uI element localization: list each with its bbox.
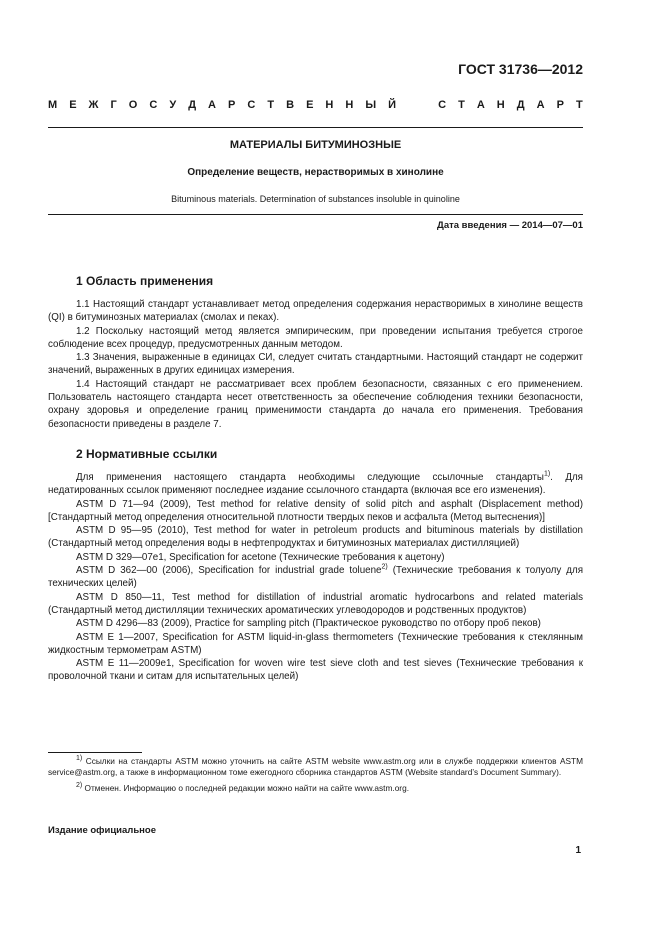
letter: Т (267, 99, 275, 111)
section-heading-normative-references: 2 Нормативные ссылки (76, 447, 218, 461)
letter: А (536, 99, 545, 111)
letter: Ы (365, 99, 377, 111)
english-title: Bituminous materials. Determination of substances insoluble in quinoline (171, 194, 460, 204)
footnote-1 (48, 756, 583, 779)
letter: В (286, 99, 295, 111)
letter: А (208, 99, 216, 111)
ref-text-cont: (Технические требования к толуолу для технических целей) (48, 565, 584, 590)
document-title: МАТЕРИАЛЫ БИТУМИНОЗНЫЕ (229, 139, 402, 151)
reference-item: ASTM D 95—95 (2010), Test method for water in petroleum products and bituminous materials by distillation (Стандартный метод определения воды в нефтепродуктах и битуминозных материалах дистилляцией) (48, 525, 583, 550)
letter: Н (496, 99, 505, 111)
intro-text-cont: . Для недатированных ссылок применяют последнее издание ссылочного стандарта (включая все его изменения). (48, 472, 583, 497)
title-divider (48, 214, 583, 215)
footnote-2 (48, 783, 583, 794)
footnote-marker: 2) (381, 563, 388, 571)
reference-item: ASTM D 4296—83 (2009), Practice for sampling pitch (Практическое руководство по отбору проб пеков) (76, 618, 541, 630)
reference-item: ASTM E 11—2009e1, Specification for woven wire test sieve cloth and test sieves (Технические требования к проволочной ткани и ситам для испытательных целей) (48, 658, 583, 683)
letter: Р (228, 99, 236, 111)
letter: Т (458, 99, 465, 111)
footnote-marker: 2) (76, 781, 83, 789)
header-divider (48, 127, 583, 128)
letter: Е (69, 99, 77, 111)
official-edition-label: Издание официальное (48, 825, 156, 836)
reference-item: ASTM D 71—94 (2009), Test method for relative density of solid pitch and asphalt (Displacement method) [Стандартный метод определения относительной плотности твердых пеков и асфальта (Метод вытеснения)] (48, 498, 583, 523)
reference-item: ASTM E 1—2007, Specification for ASTM liquid-in-glass thermometers (Технические требования к стеклянным жидкостным термометрам ASTM) (48, 631, 583, 656)
section-references-body (48, 471, 583, 684)
letter: Й (388, 99, 397, 111)
letter: Т (575, 99, 583, 111)
letter: М (48, 99, 58, 111)
footnotes (48, 756, 583, 794)
document-subtitle: Определение веществ, нерастворимых в хинолине (187, 167, 444, 178)
reference-item: ASTM D 329—07e1, Specification for acetone (Технические требования к ацетону) (76, 551, 445, 563)
letter: Г (110, 99, 117, 111)
footnote-text: Ссылки на стандарты ASTM можно уточнить на сайте ASTM website www.astm.org или в службе поддержки клиентов ASTM service@astm.org, а также в информационном томе ежегодного сборника стандартов ASTM (Website standard’s Document Summary). (48, 756, 583, 778)
reference-item (48, 564, 583, 591)
letter: С (438, 99, 447, 111)
paragraph: 1.2 Поскольку настоящий метод является эмпирическим, при проведении испытания требуется строгое соблюдение всех процедур, предусмотренных данным методом. (48, 325, 583, 350)
footnote-marker: 1) (76, 755, 83, 763)
paragraph: 1.3 Значения, выраженные в единицах СИ, следует считать стандартными. Настоящий стандарт не содержит значений, выраженных в других единицах измерения. (48, 352, 583, 377)
section-heading-scope: 1 Область применения (76, 274, 214, 288)
letter: С (247, 99, 256, 111)
introduction-date: Дата введения — 2014—07—01 (437, 220, 583, 231)
letter: С (149, 99, 158, 111)
letter: Ж (88, 99, 99, 111)
gost-code: ГОСТ 31736—2012 (458, 61, 583, 77)
intro-text: Для применения настоящего стандарта необходимы следующие ссылочные стандарты (76, 472, 544, 483)
footnote-marker: 1) (543, 470, 551, 478)
paragraph: 1.1 Настоящий стандарт устанавливает метод определения содержания нерастворимых в хинолине веществ (QI) в битуминозных материалах (смолах и пеках). (48, 299, 583, 324)
paragraph (48, 471, 583, 498)
footnote-text: Отменен. Информацию о последней редакции можно найти на сайте www.astm.org. (82, 782, 409, 793)
letter: А (476, 99, 485, 111)
section-scope-body (48, 298, 583, 431)
reference-item: ASTM D 850—11, Test method for distillation of industrial aromatic hydrocarbons and related materials (Стандартный метод дистилляции технических ароматических углеводородов и родственных продуктов) (48, 591, 583, 616)
letter: Н (325, 99, 334, 111)
paragraph: 1.4 Настоящий стандарт не рассматривает всех проблем безопасности, связанных с его применением. Пользователь настоящего стандарта несет ответственность за обеспечение соблюдения техники безопасности, охрану здоровья и определение границ применимости стандарта до начала его применения. Требования безопасности приведены в разделе 7. (48, 378, 583, 430)
letter: О (128, 99, 138, 111)
letter: Е (306, 99, 314, 111)
letter: Н (345, 99, 354, 111)
page-number: 1 (575, 845, 581, 856)
letter: Р (556, 99, 564, 111)
word-gap (408, 99, 426, 115)
interstate-standard-banner (48, 99, 583, 115)
letter: Д (188, 99, 197, 111)
letter: Д (516, 99, 525, 111)
ref-text: ASTM D 362—00 (2006), Specification for industrial grade toluene (76, 565, 382, 577)
footnote-divider (48, 752, 142, 753)
letter: У (169, 99, 177, 111)
